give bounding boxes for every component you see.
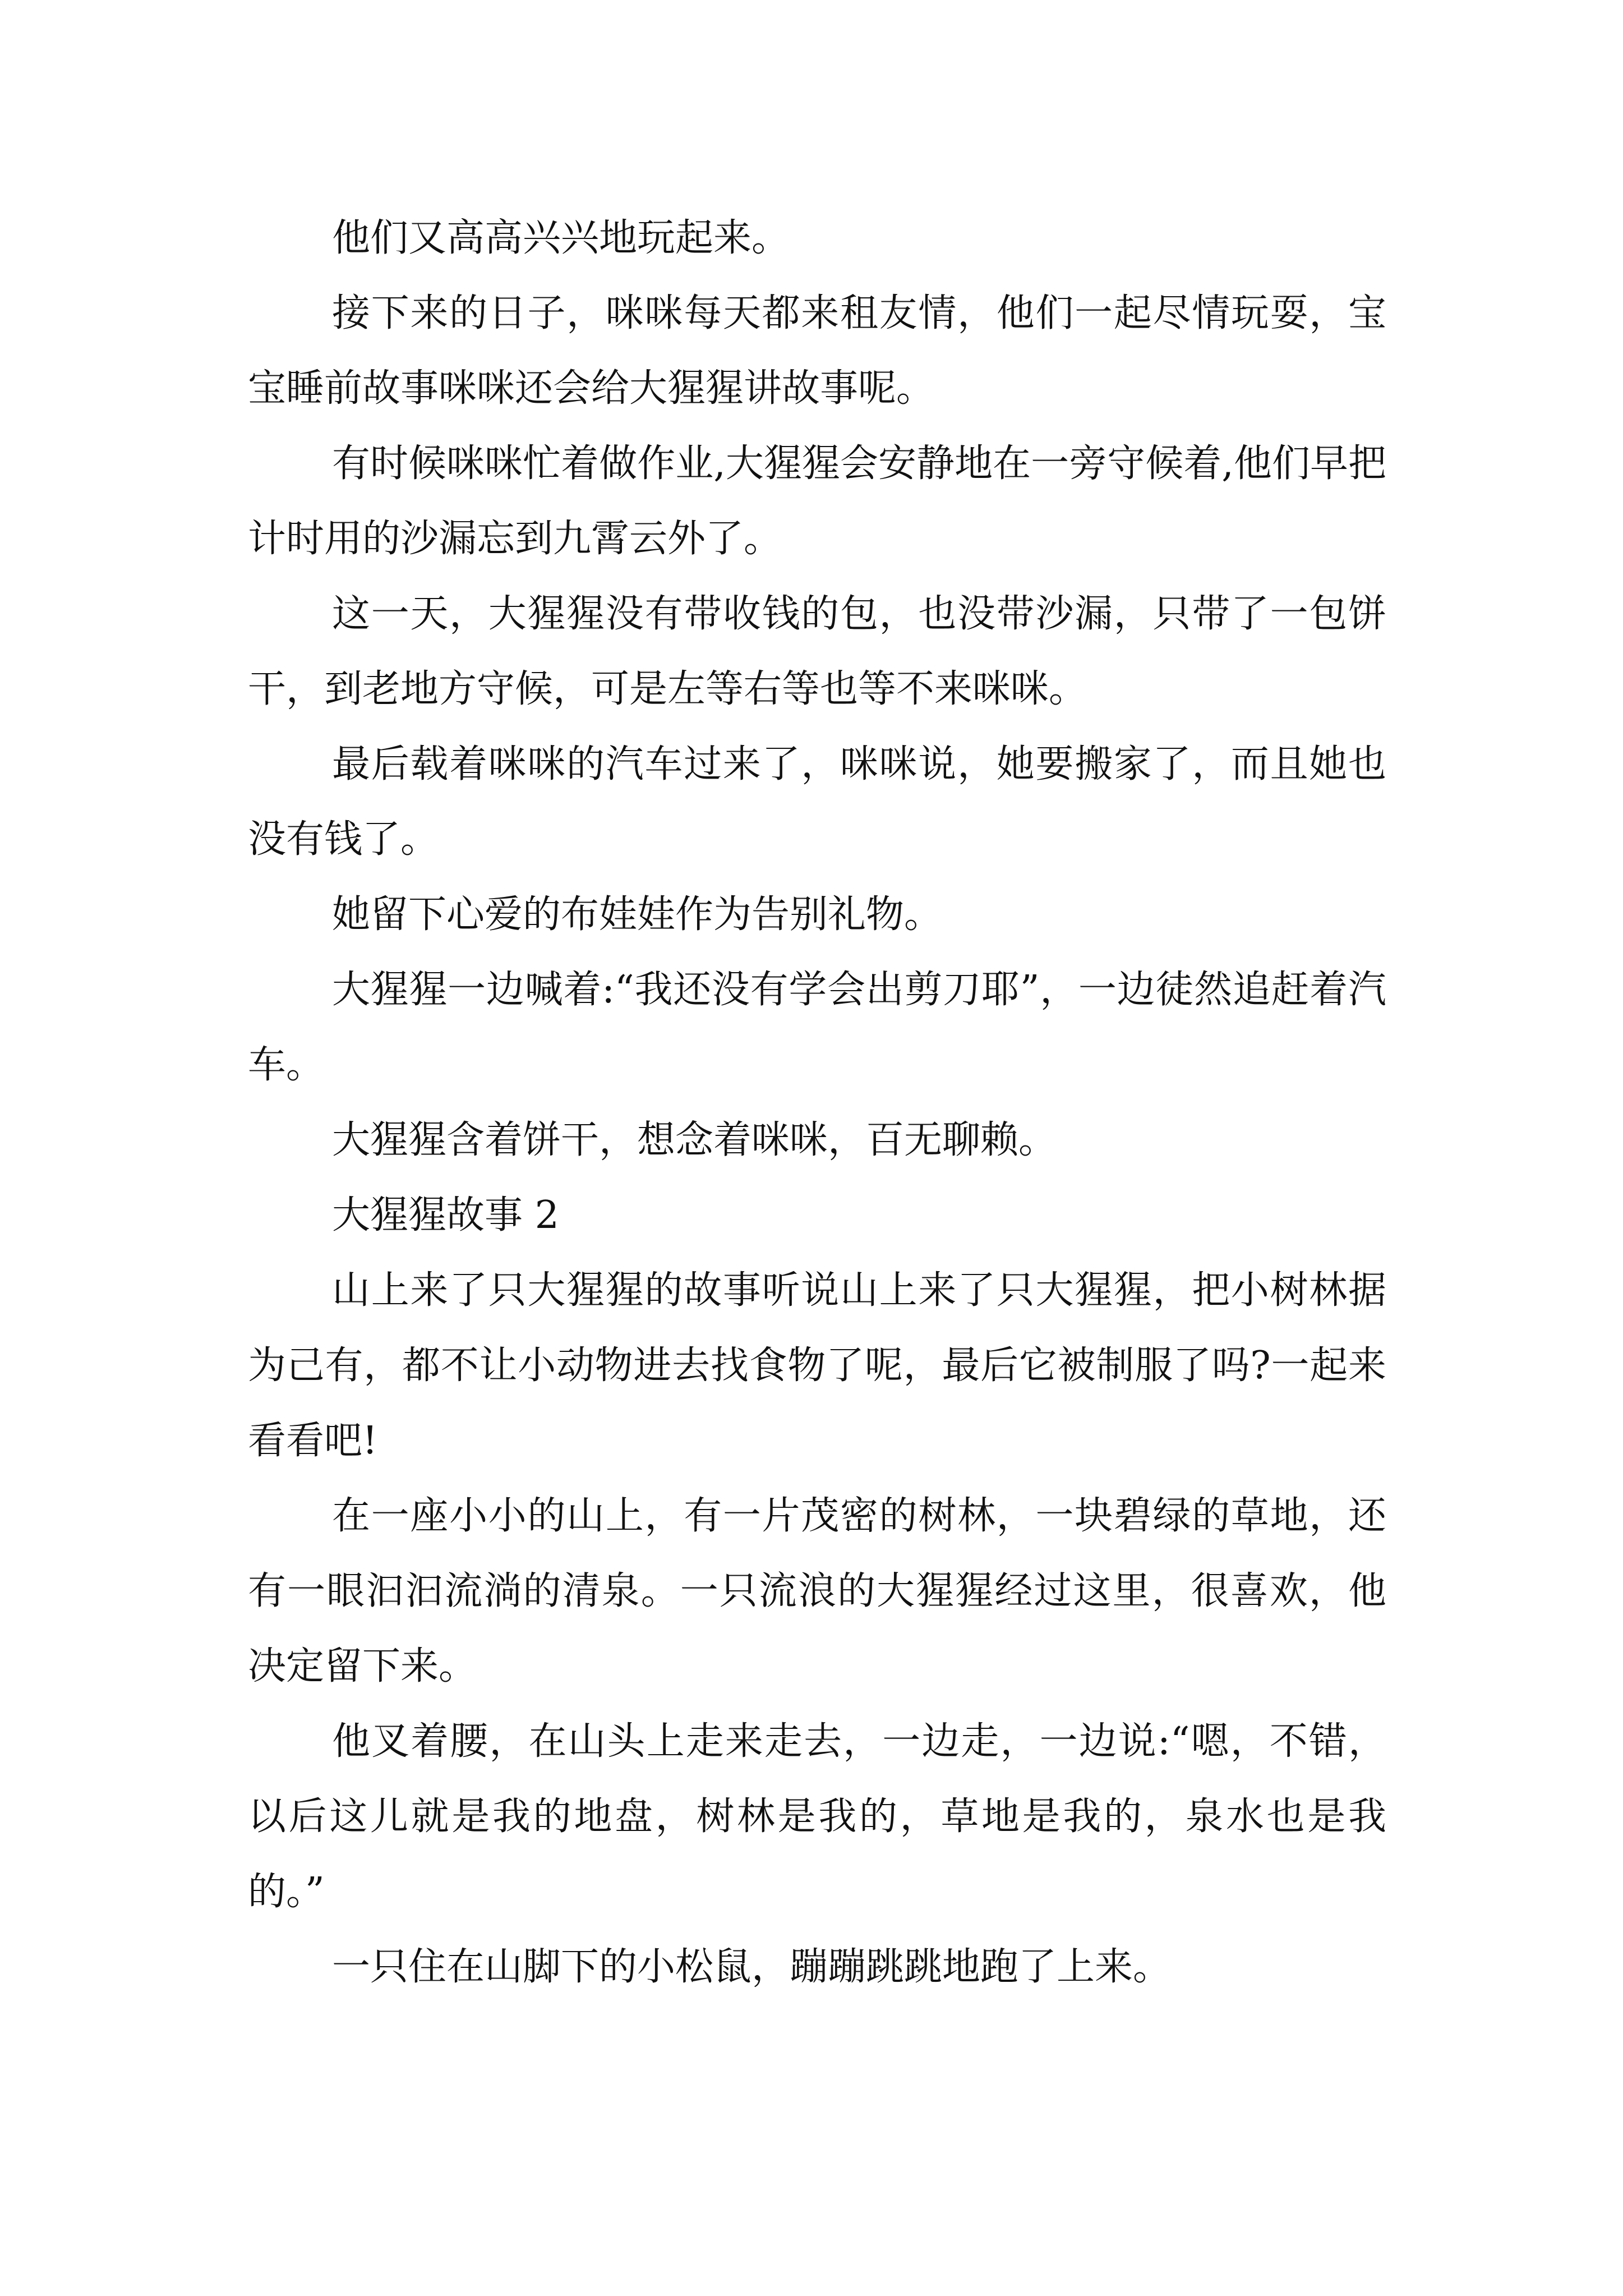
paragraph: 有时候咪咪忙着做作业,大猩猩会安静地在一旁守候着,他们早把计时用的沙漏忘到九霄云外了。 bbox=[248, 441, 1386, 561]
paragraph: 他们又高高兴兴地玩起来。 bbox=[332, 216, 790, 260]
paragraph: 大猩猩含着饼干，想念着咪咪，百无聊赖。 bbox=[332, 1118, 1057, 1162]
paragraph: 接下来的日子，咪咪每天都来租友情，他们一起尽情玩耍，宝宝睡前故事咪咪还会给大猩猩讲故事呢。 bbox=[248, 291, 1386, 411]
document-body bbox=[248, 201, 1386, 2005]
paragraph: 她留下心爱的布娃娃作为告别礼物。 bbox=[332, 892, 943, 937]
paragraph: 在一座小小的山上，有一片茂密的树林，一块碧绿的草地，还有一眼汩汩流淌的清泉。一只流浪的大猩猩经过这里，很喜欢，他决定留下来。 bbox=[248, 1494, 1386, 1688]
section-heading: 大猩猩故事 2 bbox=[332, 1193, 559, 1237]
paragraph: 山上来了只大猩猩的故事听说山上来了只大猩猩，把小树林据为己有，都不让小动物进去找食物了呢，最后它被制服了吗?一起来看看吧! bbox=[248, 1268, 1386, 1463]
paragraph: 大猩猩一边喊着:“我还没有学会出剪刀耶”，一边徒然追赶着汽车。 bbox=[248, 968, 1386, 1087]
paragraph: 这一天，大猩猩没有带收钱的包，也没带沙漏，只带了一包饼干，到老地方守候，可是左等右等也等不来咪咪。 bbox=[248, 592, 1386, 711]
paragraph: 一只住在山脚下的小松鼠，蹦蹦跳跳地跑了上来。 bbox=[332, 1945, 1172, 1989]
paragraph: 他叉着腰，在山头上走来走去，一边走，一边说:“嗯，不错，以后这儿就是我的地盘，树林是我的，草地是我的，泉水也是我的。” bbox=[248, 1719, 1386, 1914]
paragraph: 最后载着咪咪的汽车过来了，咪咪说，她要搬家了，而且她也没有钱了。 bbox=[248, 742, 1386, 862]
